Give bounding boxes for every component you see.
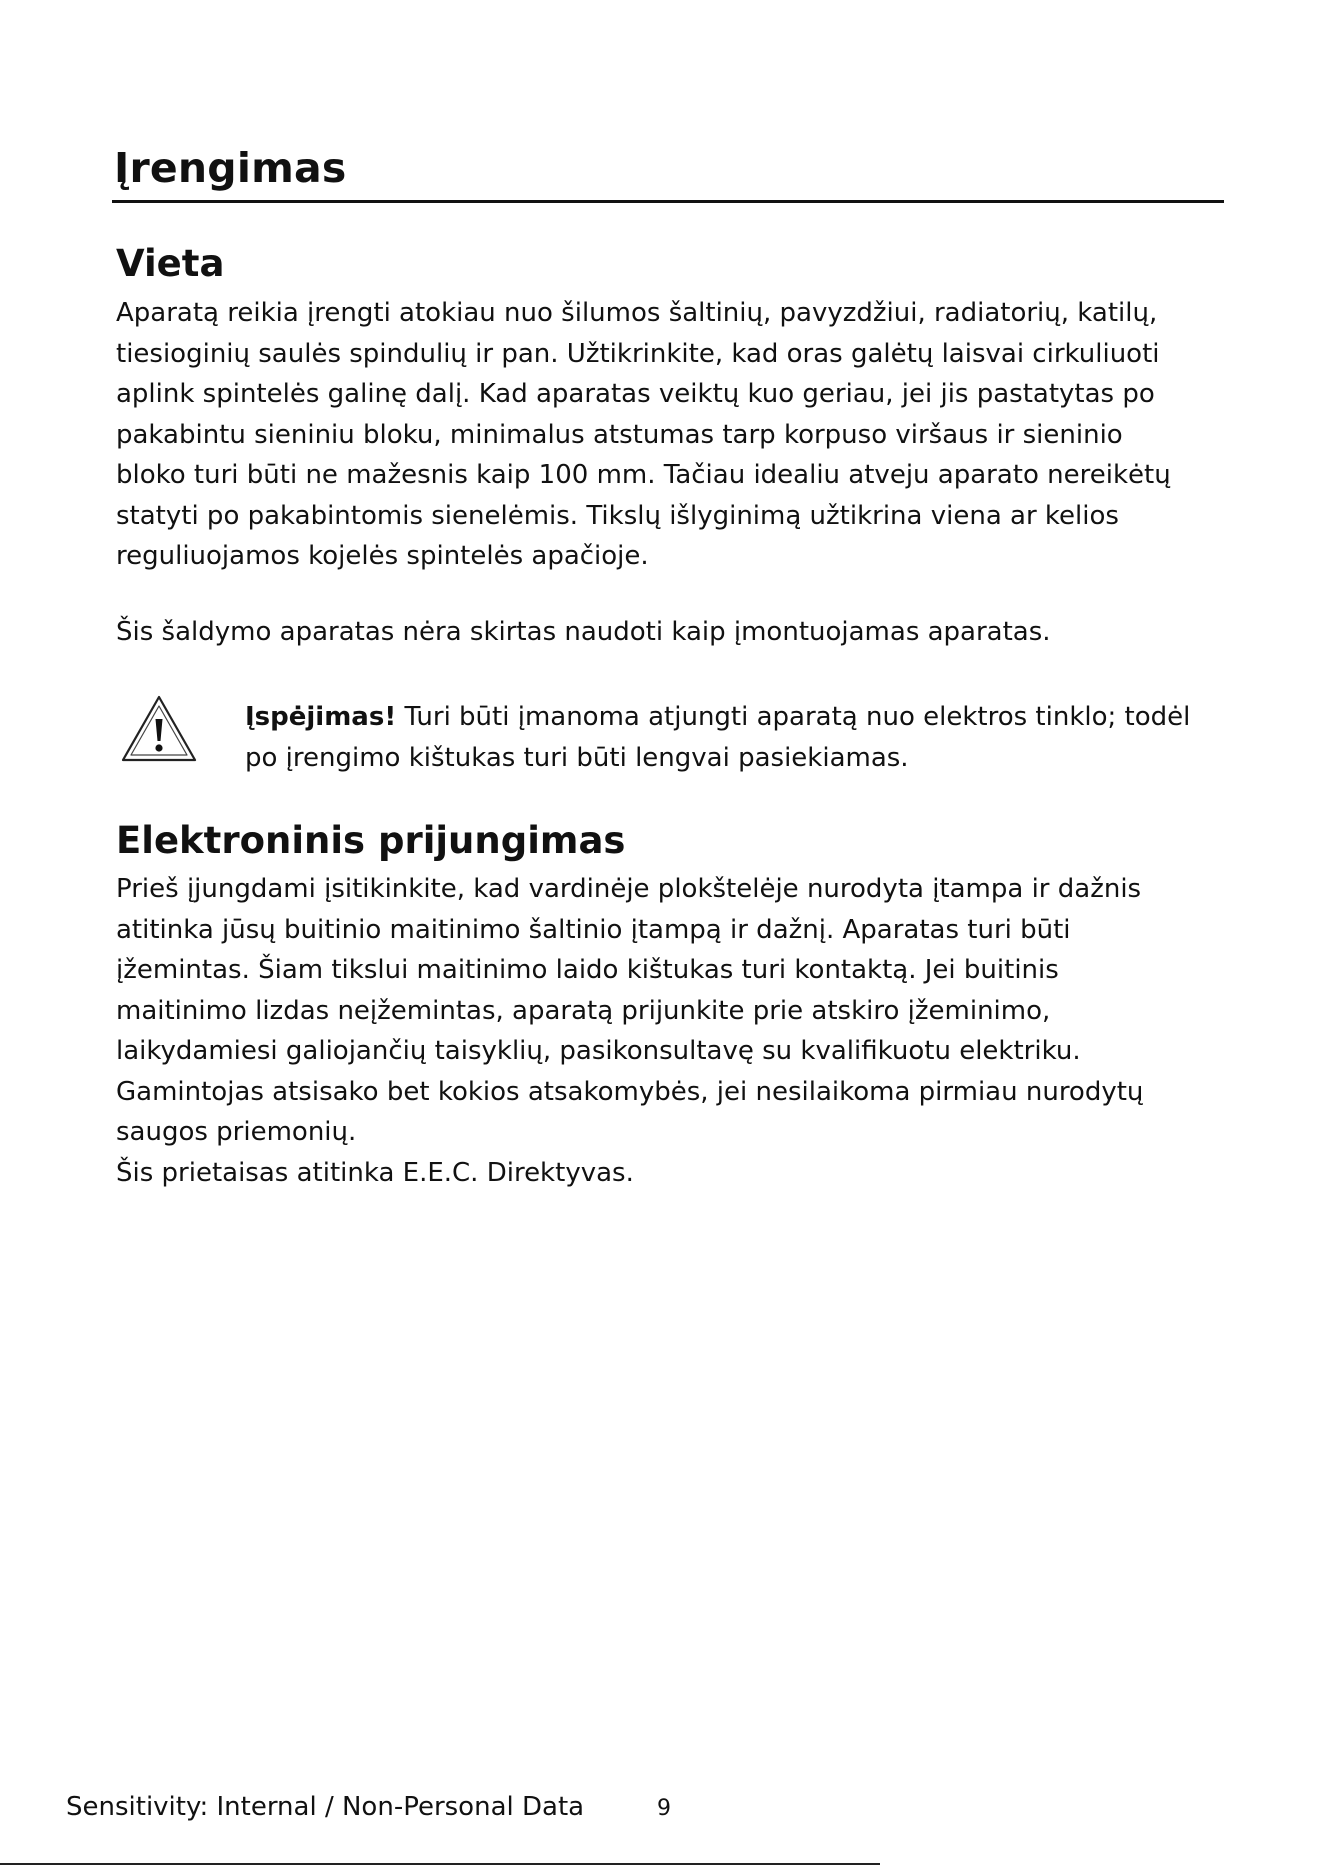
- warning-message: [245, 697, 1190, 778]
- paragraph-line: tiesioginių saulės spindulių ir pan. Užtikrinkite, kad oras galėtų laisvai cirkuliuoti: [116, 338, 1160, 369]
- paragraph-line: laikydamiesi galiojančių taisyklių, pasikonsultavę su kvalifikuotu elektriku.: [116, 1036, 1081, 1066]
- paragraph-line: aplink spintelės galinę dalį. Kad aparatas veiktų kuo geriau, jei jis pastatytas po: [116, 379, 1155, 409]
- sensitivity-label: Sensitivity: Internal / Non-Personal Data: [66, 1792, 585, 1822]
- paragraph-line: Aparatą reikia įrengti atokiau nuo šilumos šaltinių, pavyzdžiui, radiatorių, katilų,: [116, 298, 1158, 328]
- section-heading-electrical: Elektroninis prijungimas: [116, 819, 626, 862]
- paragraph-line: bloko turi būti ne mažesnis kaip 100 mm. Tačiau idealiu atveju aparato nereikėtų: [116, 460, 1171, 490]
- footer-divider: [0, 1863, 880, 1865]
- paragraph-line: Gamintojas atsisako bet kokios atsakomybės, jei nesilaikoma pirmiau nurodytų: [116, 1076, 1144, 1107]
- paragraph-line: statyti po pakabintomis sienelėmis. Tikslų išlyginimą užtikrina viena ar kelios: [116, 500, 1119, 531]
- warning-line: [245, 697, 1190, 738]
- paragraph-line: Šis prietaisas atitinka E.E.C. Direktyvas.: [116, 1157, 634, 1188]
- location-paragraph: [116, 293, 1171, 577]
- page-title: Įrengimas: [114, 144, 347, 192]
- page-number: 9: [657, 1796, 671, 1821]
- paragraph-line: saugos priemonių.: [116, 1117, 357, 1147]
- paragraph-line: Prieš įjungdami įsitikinkite, kad vardinėje plokštelėje nurodyta įtampa ir dažnis: [116, 874, 1142, 904]
- warning-label: Įspėjimas!: [245, 702, 397, 732]
- paragraph-line: atitinka jūsų buitinio maitinimo šaltinio įtampą ir dažnį. Aparatas turi būti: [116, 914, 1071, 945]
- electrical-paragraph: [116, 869, 1143, 1193]
- paragraph-line: pakabintu sieniniu bloku, minimalus atstumas tarp korpuso viršaus ir sieninio: [116, 419, 1123, 450]
- paragraph-line: maitinimo lizdas neįžemintas, aparatą prijunkite prie atskiro įžeminimo,: [116, 995, 1051, 1026]
- title-divider: [112, 200, 1224, 203]
- section-heading-location: Vieta: [116, 242, 225, 285]
- warning-text: Turi būti įmanoma atjungti aparatą nuo elektros tinklo; todėl: [396, 702, 1191, 732]
- warning-triangle-icon: [120, 692, 198, 766]
- builtin-note: Šis šaldymo aparatas nėra skirtas naudoti kaip įmontuojamas aparatas.: [116, 617, 1051, 647]
- paragraph-line: reguliuojamos kojelės spintelės apačioje.: [116, 541, 649, 571]
- paragraph-line: įžemintas. Šiam tikslui maitinimo laido kištukas turi kontaktą. Jei buitinis: [116, 955, 1059, 985]
- warning-line: po įrengimo kištukas turi būti lengvai pasiekiamas.: [245, 742, 909, 773]
